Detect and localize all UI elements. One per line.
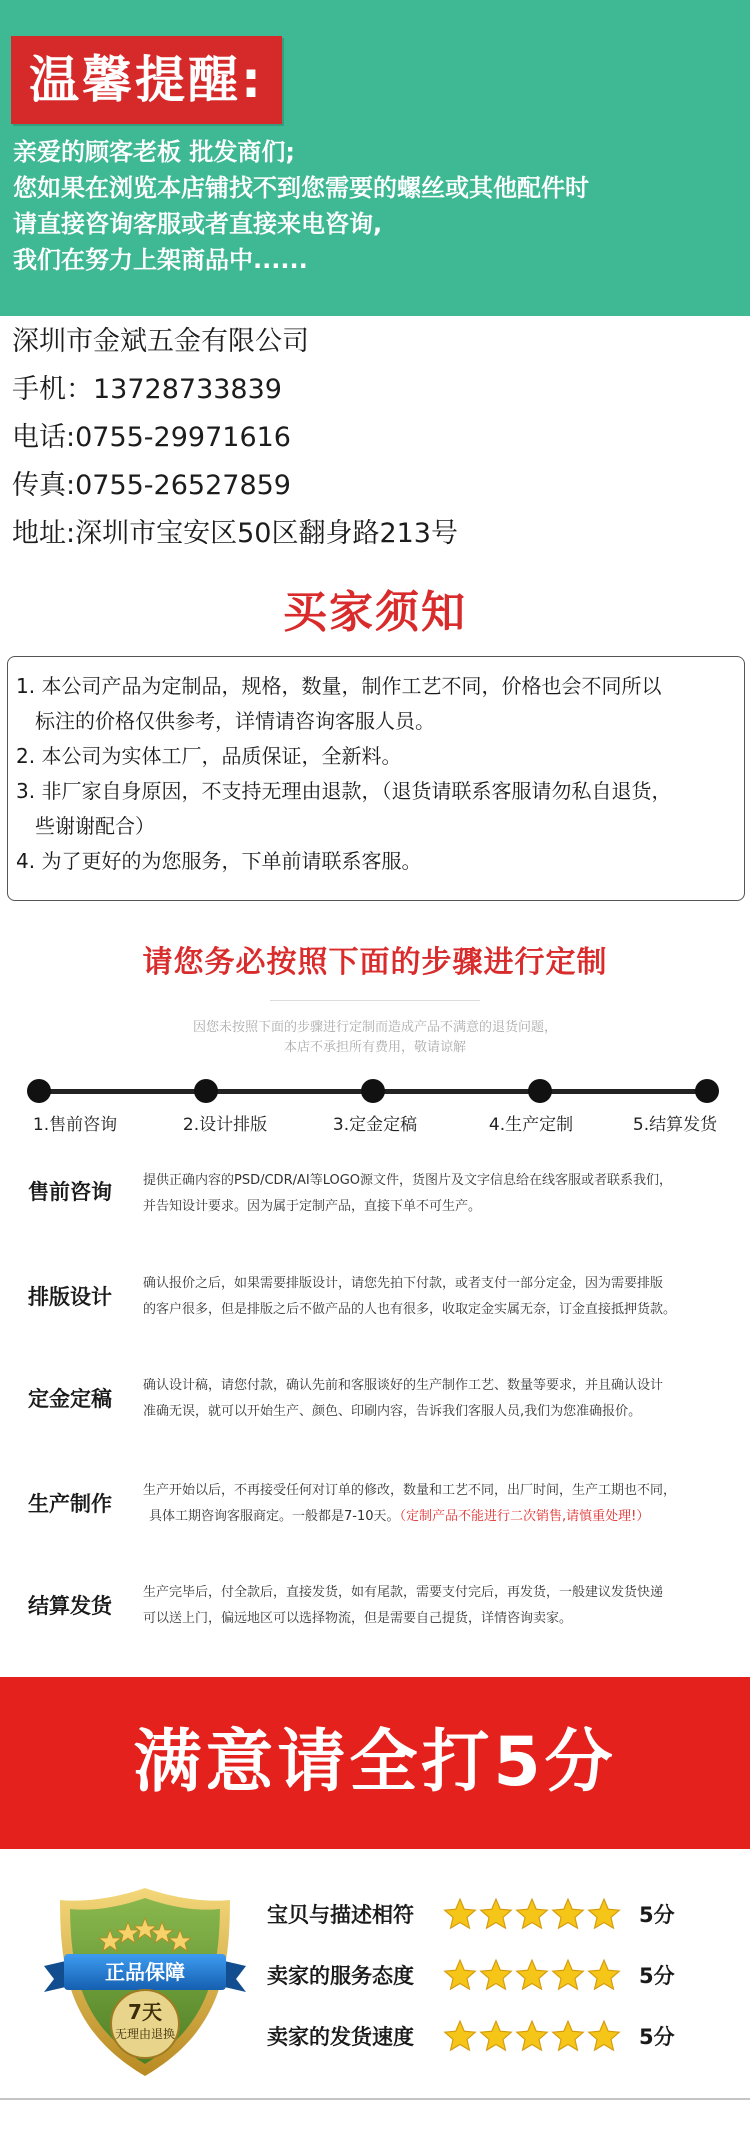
step-detail-line [143, 1504, 743, 1530]
rating-label: 卖家的服务态度 [267, 1964, 414, 1988]
rating-row-delivery [267, 2017, 707, 2057]
steps-subtitle-line: 因您未按照下面的步骤进行定制而造成产品不满意的退货问题， [192, 1020, 557, 1035]
buyer-notice-title: 买家须知 [283, 587, 467, 638]
step-label: 1.售前咨询 [32, 1115, 118, 1135]
star-icon [515, 2019, 549, 2053]
step-label: 5.结算发货 [632, 1115, 718, 1135]
buyer-notice-item: 4. 为了更好的为您服务，下单前请联系客服。 [16, 849, 422, 873]
step-detail-head: 排版设计 [28, 1285, 112, 1309]
star-icon [479, 2019, 513, 2053]
step-detail-line: 准确无误，就可以开始生产、颜色、印刷内容，告诉我们客服人员,我们为您准确报价。 [143, 1404, 642, 1419]
steps-title: 请您务必按照下面的步骤进行定制 [142, 945, 608, 980]
rating-stars [443, 1958, 623, 1992]
step-detail-line: 确认报价之后，如果需要排版设计，请您先拍下付款，或者支付一部分定金，因为需要排版 [143, 1276, 664, 1291]
star-icon [587, 1958, 621, 1992]
step-detail-line: 并告知设计要求。因为属于定制产品，直接下单不可生产。 [143, 1199, 482, 1214]
rating-row-service [267, 1956, 707, 1996]
step-detail-body [143, 1580, 743, 1632]
step-detail-line: 提供正确内容的PSD/CDR/AI等LOGO源文件，货图片及文字信息给在线客服或者联系我们， [143, 1173, 673, 1188]
company-info [12, 318, 742, 558]
notice-line: 您如果在浏览本店铺找不到您需要的螺丝或其他配件时 [13, 174, 589, 202]
rating-score: 5分 [639, 2025, 675, 2049]
notice-banner [0, 0, 750, 316]
step-label: 2.设计排版 [182, 1115, 268, 1135]
rating-score: 5分 [639, 1964, 675, 1988]
step-label: 3.定金定稿 [332, 1115, 418, 1135]
notice-line: 亲爱的顾客老板 批发商们; [13, 138, 295, 166]
star-icon [443, 1958, 477, 1992]
step-detail-head: 定金定稿 [28, 1387, 112, 1411]
star-icon [551, 1897, 585, 1931]
notice-line: 我们在努力上架商品中...... [13, 246, 308, 274]
step-detail-head: 售前咨询 [28, 1180, 112, 1204]
badge-days: 7天 [128, 2000, 162, 2024]
star-icon [515, 1958, 549, 1992]
notice-lines [13, 134, 743, 278]
steps-subtitle-line: 本店不承担所有费用，敬请谅解 [283, 1040, 466, 1055]
rating-row-description [267, 1895, 707, 1935]
divider [0, 2098, 750, 2100]
star-icon [515, 1897, 549, 1931]
step-detail-warning: （定制产品不能进行二次销售,请慎重处理!） [399, 1509, 650, 1524]
star-icon [443, 1897, 477, 1931]
step-detail-body [143, 1271, 743, 1323]
divider [270, 1000, 480, 1001]
step-detail-body [143, 1373, 743, 1425]
buyer-notice-item: 些谢谢配合） [35, 814, 155, 838]
rating-banner: 满意请全打5分 [0, 1677, 750, 1849]
star-icon [479, 1897, 513, 1931]
step-dot [528, 1079, 552, 1103]
step-dot [361, 1079, 385, 1103]
badge-title: 正品保障 [105, 1960, 185, 1984]
step-detail-head: 结算发货 [28, 1594, 112, 1618]
step-dot [27, 1079, 51, 1103]
star-icon [587, 1897, 621, 1931]
star-icon [587, 2019, 621, 2053]
rating-label: 卖家的发货速度 [267, 2025, 414, 2049]
star-icon [551, 1958, 585, 1992]
star-icon [443, 2019, 477, 2053]
buyer-notice-item: 2. 本公司为实体工厂，品质保证，全新料。 [16, 744, 402, 768]
company-mobile: 手机：13728733839 [12, 374, 282, 405]
steps-subtitle [0, 1018, 750, 1058]
company-address: 地址:深圳市宝安区50区翻身路213号 [12, 518, 458, 549]
company-fax: 传真:0755-26527859 [12, 470, 291, 501]
rating-score: 5分 [639, 1903, 675, 1927]
star-icon [479, 1958, 513, 1992]
guarantee-badge [40, 1882, 250, 2082]
step-detail-line: 可以送上门，偏远地区可以选择物流，但是需要自己提货，详情咨询卖家。 [143, 1611, 573, 1626]
step-detail-body [143, 1168, 743, 1220]
step-detail-body [143, 1478, 743, 1530]
rating-stars [443, 2019, 623, 2053]
step-dot [194, 1079, 218, 1103]
notice-title: 温馨提醒: [11, 36, 282, 124]
buyer-notice-item: 3. 非厂家自身原因，不支持无理由退款，（退货请联系客服请勿私自退货， [16, 779, 672, 803]
step-detail-line: 确认设计稿，请您付款，确认先前和客服谈好的生产制作工艺、数量等要求，并且确认设计 [143, 1378, 664, 1393]
buyer-notice-item: 标注的价格仅供参考，详情请咨询客服人员。 [35, 709, 435, 733]
notice-line: 请直接咨询客服或者直接来电咨询, [13, 210, 383, 238]
badge-text: 无理由退换 [114, 2027, 175, 2041]
step-detail-line: 生产开始以后，不再接受任何对订单的修改，数量和工艺不同，出厂时间，生产工期也不同， [143, 1483, 677, 1498]
buyer-notice-box [7, 656, 745, 901]
step-detail-line: 生产完毕后，付全款后，直接发货，如有尾款，需要支付完后，再发货，一般建议发货快递 [143, 1585, 664, 1600]
rating-label: 宝贝与描述相符 [267, 1903, 414, 1927]
star-icon [551, 2019, 585, 2053]
company-phone: 电话:0755-29971616 [12, 422, 291, 453]
rating-stars [443, 1897, 623, 1931]
step-label: 4.生产定制 [488, 1115, 574, 1135]
step-detail-head: 生产制作 [28, 1492, 112, 1516]
step-detail-text: 具体工期咨询客服商定。一般都是7-10天。 [149, 1509, 400, 1524]
step-dot [695, 1079, 719, 1103]
step-detail-line: 的客户很多，但是排版之后不做产品的人也有很多，收取定金实属无奈，订金直接抵押货款。 [143, 1302, 677, 1317]
buyer-notice-item: 1. 本公司产品为定制品，规格，数量，制作工艺不同，价格也会不同所以 [16, 674, 662, 698]
company-name: 深圳市金斌五金有限公司 [12, 326, 309, 357]
